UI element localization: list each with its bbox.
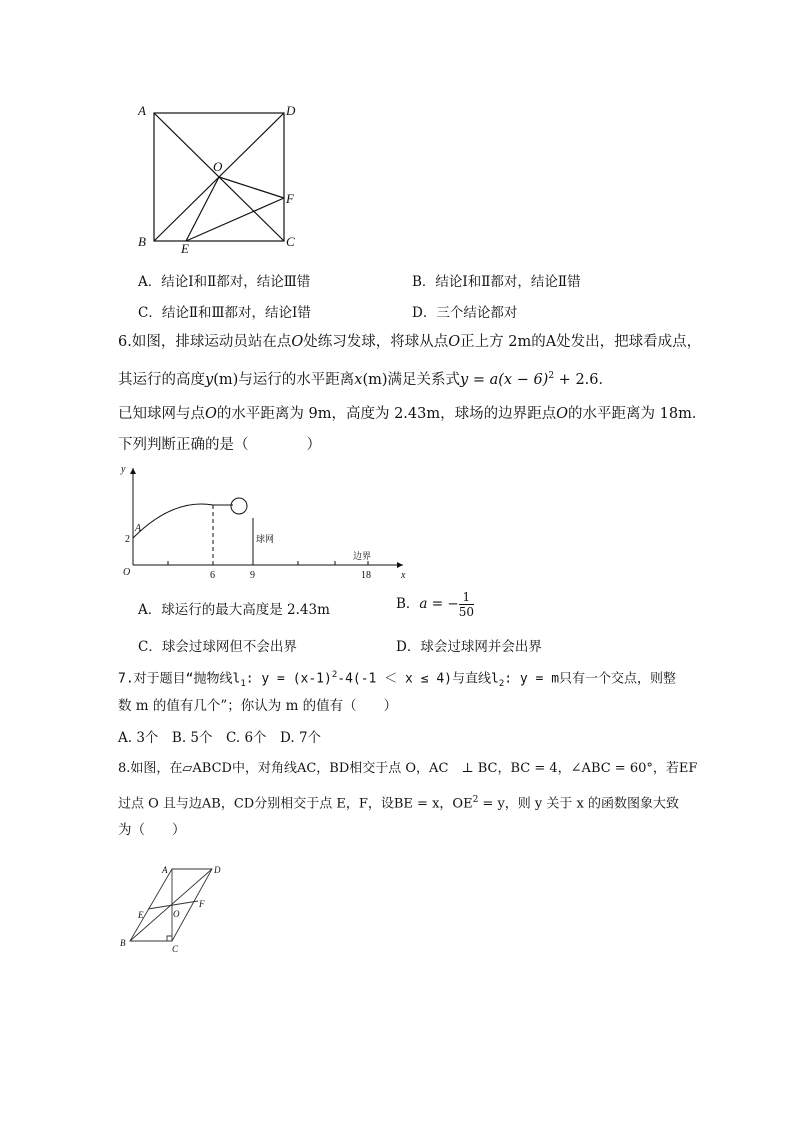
- q8-label-E: E: [138, 910, 144, 920]
- q8-label-C: C: [172, 944, 179, 954]
- q6-l2-x: x: [354, 371, 363, 388]
- q6-l3-c: 的水平距离为 18m．: [568, 406, 707, 422]
- label-A: A: [138, 103, 146, 118]
- q8-line-3: 为（ ）: [118, 822, 186, 838]
- q6-option-d: D．球会过球网并会出界: [396, 639, 542, 655]
- boundary-label: 边界: [353, 551, 372, 561]
- square-figure: [130, 95, 300, 260]
- q6-l3-b: 的水平距离为 9m，高度为 2.43m，球场的边界距点: [216, 406, 557, 422]
- q7-options: A. 3个 B. 5个 C. 6个 D. 7个: [118, 730, 322, 746]
- q6-l1-a: 6.如图，排球运动员站在点: [118, 334, 292, 350]
- q6-line-3: [118, 405, 706, 423]
- q6-option-b-prefix: B．: [396, 596, 420, 612]
- q6-option-b-fraction: [459, 590, 474, 619]
- q7-l1-c: -4(-1 ＜ x ≤ 4)与直线l: [337, 671, 499, 687]
- net-label: 球网: [256, 534, 275, 544]
- q7-l1-sub1: 1: [240, 678, 246, 689]
- q8-label-D: D: [214, 865, 221, 875]
- q7-l1-sup: 2: [331, 670, 338, 680]
- x-axis-label: x: [401, 570, 406, 581]
- fraction-numerator: 1: [462, 590, 471, 604]
- q6-l3-O: O: [205, 406, 217, 422]
- q7-line-2: 数 m 的值有几个”；你认为 m 的值有（ ）: [118, 698, 398, 714]
- q6-option-b-var: a: [419, 596, 428, 612]
- q5-option-c: C．结论Ⅱ和Ⅲ都对，结论Ⅰ错: [138, 305, 311, 321]
- segment-EF: [186, 198, 284, 241]
- q8-label-B: B: [120, 938, 126, 948]
- x-tick-label-18: 18: [361, 570, 371, 581]
- q5-option-d: D．三个结论都对: [412, 305, 518, 321]
- q8-line-2: [118, 791, 679, 813]
- q7-line-1: [118, 666, 676, 693]
- trajectory-figure: [115, 460, 415, 585]
- q6-option-a: A．球运行的最大高度是 2.43m: [138, 602, 330, 618]
- q6-l2-y: y: [205, 371, 214, 388]
- label-E: E: [181, 241, 189, 256]
- q8-label-F: F: [199, 899, 205, 909]
- label-F: F: [286, 191, 294, 206]
- fraction-denominator: 50: [458, 605, 474, 619]
- q6-line-1: [118, 333, 701, 351]
- q5-option-b: B．结论Ⅰ和Ⅱ都对，结论Ⅱ错: [412, 274, 581, 290]
- q6-line-4: 下列判断正确的是（ ）: [118, 437, 321, 453]
- q5-option-a: A．结论Ⅰ和Ⅱ都对，结论Ⅲ错: [138, 274, 311, 290]
- q6-l1-b: 处练习发球，将球从点: [303, 334, 449, 350]
- segment-OF: [219, 177, 284, 198]
- q6-l1-O1: O: [291, 334, 304, 350]
- q6-formula-end: ．: [598, 371, 614, 388]
- q6-l2-b: (m)与运行的水平距离: [213, 371, 355, 388]
- q6-line-2: [118, 367, 613, 389]
- x-tick-label-6: 6: [210, 570, 215, 581]
- q6-l3-O2: O: [556, 406, 569, 422]
- q7-l1-a: 7.对于题目“抛物线l: [118, 671, 241, 687]
- y-axis-label: y: [121, 464, 126, 475]
- q6-l2-c: (m)满足关系式: [362, 371, 461, 388]
- x-tick-label-9: 9: [250, 570, 255, 581]
- right-angle-mark: [167, 936, 172, 941]
- label-D: D: [286, 103, 296, 118]
- ball-trajectory: [133, 504, 233, 538]
- q7-l1-d: : y = m只有一个交点，则整: [504, 671, 677, 687]
- q8-l2-a: 过点 O 且与边AB，CD分别相交于点 E，F，设BE = x，OE: [118, 796, 473, 812]
- ball-circle: [231, 498, 247, 514]
- label-O: O: [213, 159, 223, 174]
- q6-l1-c: 正上方 2m的A处发出，把球看成点，: [460, 334, 702, 350]
- q8-line-1: 8.如图，在▱ABCD中，对角线AC，BD相交于点 O，AC ⊥ BC，BC = 4，∠ABC = 60°，若EF: [118, 761, 698, 776]
- q8-label-O: O: [173, 909, 180, 919]
- q6-l3-a: 已知球网与点: [118, 406, 205, 422]
- q7-l1-b: : y = (x-1): [245, 671, 332, 687]
- q7-l1-sub2: 2: [498, 678, 505, 689]
- q6-formula-b: + 2.6: [554, 371, 599, 388]
- label-C: C: [286, 234, 295, 249]
- q6-l1-O2: O: [448, 334, 461, 350]
- origin-label: O: [123, 567, 131, 578]
- parallelogram-figure: [115, 860, 230, 955]
- label-B: B: [138, 234, 146, 249]
- q8-label-A: A: [162, 865, 168, 875]
- y-tick-label: 2: [125, 534, 130, 545]
- q8-l2-sup: 2: [472, 795, 479, 805]
- q6-l2-a: 其运行的高度: [118, 371, 205, 388]
- q8-l2-b: = y，则 y 关于 x 的函数图象大致: [478, 796, 680, 812]
- segment-OE: [186, 177, 219, 241]
- q6-formula-a: y = a(x − 6): [460, 371, 549, 388]
- q6-formula-sup: 2: [548, 371, 555, 381]
- q6-option-c: C．球会过球网但不会出界: [138, 639, 297, 655]
- q6-option-b-eq: = −: [427, 596, 459, 612]
- point-a-label: A: [135, 523, 142, 534]
- q6-option-b: [396, 590, 474, 619]
